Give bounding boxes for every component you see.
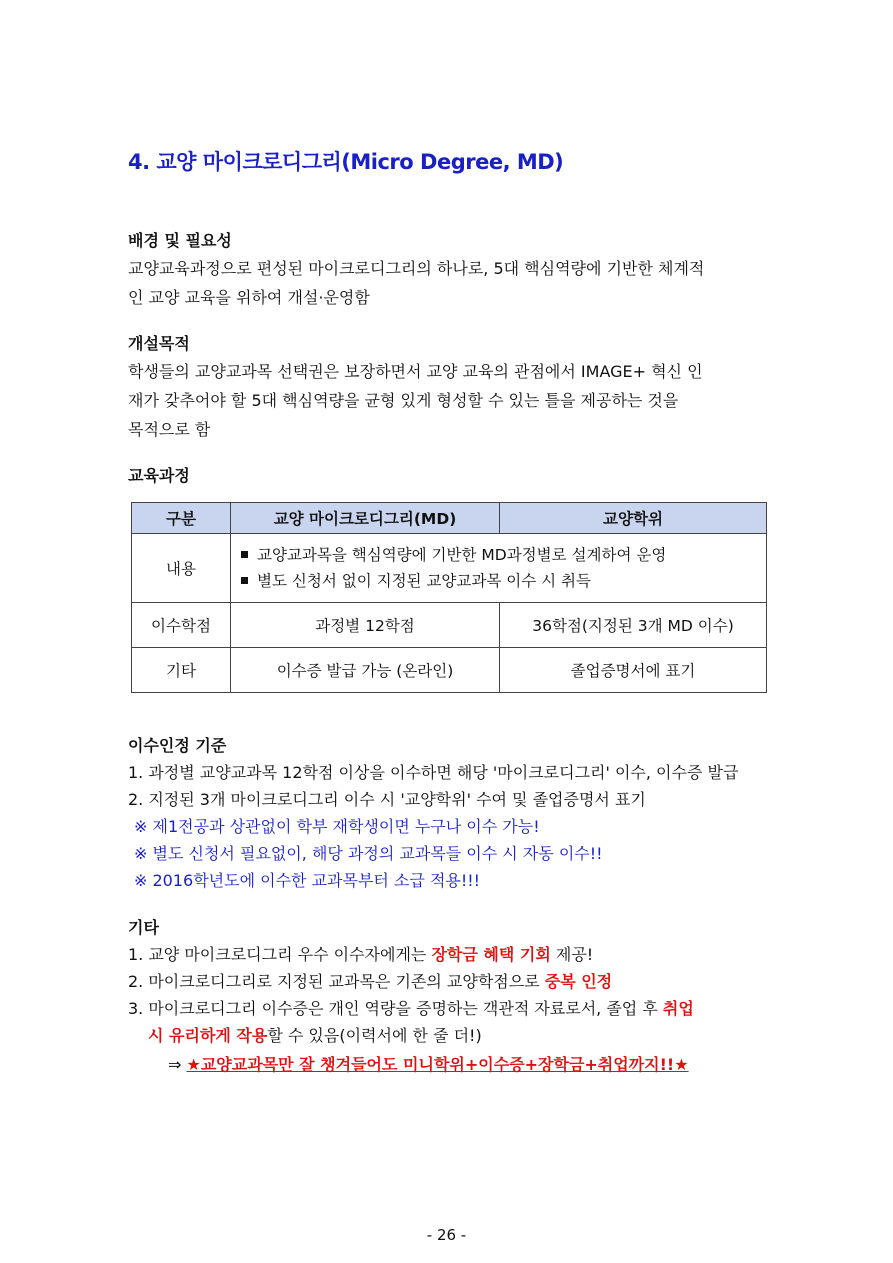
purpose-text-2: 재가 갖추어야 할 5대 핵심역량을 균형 있게 형성할 수 있는 틀을 제공하는 것을 bbox=[128, 391, 679, 410]
background-text-1: 교양교육과정으로 편성된 마이크로디그리의 하나로, 5대 핵심역량에 기반한 체계적 bbox=[128, 259, 705, 278]
table-row bbox=[132, 648, 767, 693]
etc-item-3-text: 3. 마이크로디그리 이수증은 개인 역량을 증명하는 객관적 자료로서, 졸업 후 bbox=[128, 999, 663, 1018]
table-row-label: 내용 bbox=[132, 534, 231, 603]
table-header-cell: 구분 bbox=[132, 503, 231, 534]
arrow-icon: ⇒ bbox=[168, 1055, 182, 1074]
table-header-cell: 교양 마이크로디그리(MD) bbox=[231, 503, 500, 534]
etc-item-2 bbox=[128, 968, 768, 995]
table-row bbox=[132, 603, 767, 648]
curriculum-section bbox=[128, 465, 768, 489]
table-header-row bbox=[132, 503, 767, 534]
background-text-2: 인 교양 교육을 위하여 개설·운영함 bbox=[128, 288, 370, 307]
table-cell: 이수증 발급 가능 (온라인) bbox=[231, 648, 500, 693]
etc-heading: 기타 bbox=[128, 918, 159, 937]
curriculum-heading: 교육과정 bbox=[128, 466, 190, 485]
criteria-note-2: ※ 별도 신청서 필요없이, 해당 과정의 교과목들 이수 시 자동 이수!! bbox=[134, 844, 603, 863]
etc-item-2-highlight: 중복 인정 bbox=[544, 972, 613, 991]
criteria-note-3: ※ 2016학년도에 이수한 교과목부터 소급 적용!!! bbox=[134, 871, 481, 890]
purpose-section bbox=[128, 333, 768, 444]
etc-item-2-text: 2. 마이크로디그리로 지정된 교과목은 기존의 교양학점으로 bbox=[128, 972, 545, 991]
etc-item-1-highlight: 장학금 혜택 기회 bbox=[431, 945, 551, 964]
summary-highlight: ★교양교과목만 잘 챙겨들어도 미니학위+이수증+장학금+취업까지!!★ bbox=[186, 1055, 689, 1074]
bullet-icon bbox=[241, 551, 248, 558]
table-header-cell: 교양학위 bbox=[500, 503, 767, 534]
etc-section bbox=[128, 917, 768, 1049]
content-item-text: 교양교과목을 핵심역량에 기반한 MD과정별로 설계하여 운영 bbox=[257, 546, 667, 564]
purpose-text-1: 학생들의 교양교과목 선택권은 보장하면서 교양 교육의 관점에서 IMAGE+ 혁신 인 bbox=[128, 362, 703, 381]
etc-item-3-highlight-2: 시 유리하게 작용 bbox=[148, 1026, 268, 1045]
table-row-label: 이수학점 bbox=[132, 603, 231, 648]
criteria-note-1: ※ 제1전공과 상관없이 학부 재학생이면 누구나 이수 가능! bbox=[134, 817, 540, 836]
etc-item-1-suffix: 제공! bbox=[550, 945, 594, 964]
table-cell: 36학점(지정된 3개 MD 이수) bbox=[500, 603, 767, 648]
table-cell-content bbox=[231, 534, 767, 603]
table-row bbox=[132, 534, 767, 603]
content-item bbox=[241, 568, 756, 594]
content-item bbox=[241, 542, 756, 568]
etc-item-1-text: 1. 교양 마이크로디그리 우수 이수자에게는 bbox=[128, 945, 432, 964]
criteria-item-2: 2. 지정된 3개 마이크로디그리 이수 시 '교양학위' 수여 및 졸업증명서 표기 bbox=[128, 790, 646, 809]
table-cell: 과정별 12학점 bbox=[231, 603, 500, 648]
etc-item-3 bbox=[128, 995, 768, 1022]
content-item-text: 별도 신청서 없이 지정된 교양교과목 이수 시 취득 bbox=[257, 572, 591, 590]
criteria-section bbox=[128, 735, 768, 894]
criteria-item-1: 1. 과정별 교양교과목 12학점 이상을 이수하면 해당 '마이크로디그리' 이수, 이수증 발급 bbox=[128, 763, 739, 782]
section-title: 4. 교양 마이크로디그리(Micro Degree, MD) bbox=[128, 150, 564, 174]
background-heading: 배경 및 필요성 bbox=[128, 231, 232, 250]
criteria-heading: 이수인정 기준 bbox=[128, 736, 227, 755]
table-row-label: 기타 bbox=[132, 648, 231, 693]
page-number: - 26 - bbox=[426, 1226, 467, 1244]
etc-item-3-highlight: 취업 bbox=[662, 999, 694, 1018]
summary-line bbox=[168, 1052, 689, 1075]
table-cell: 졸업증명서에 표기 bbox=[500, 648, 767, 693]
curriculum-table bbox=[131, 502, 767, 693]
etc-item-3-continued bbox=[128, 1022, 768, 1049]
etc-item-3-suffix: 할 수 있음(이력서에 한 줄 더!) bbox=[267, 1026, 482, 1045]
bullet-icon bbox=[241, 577, 248, 584]
purpose-heading: 개설목적 bbox=[128, 334, 190, 353]
purpose-text-3: 목적으로 함 bbox=[128, 420, 211, 439]
etc-item-1 bbox=[128, 941, 768, 968]
background-section bbox=[128, 230, 768, 312]
